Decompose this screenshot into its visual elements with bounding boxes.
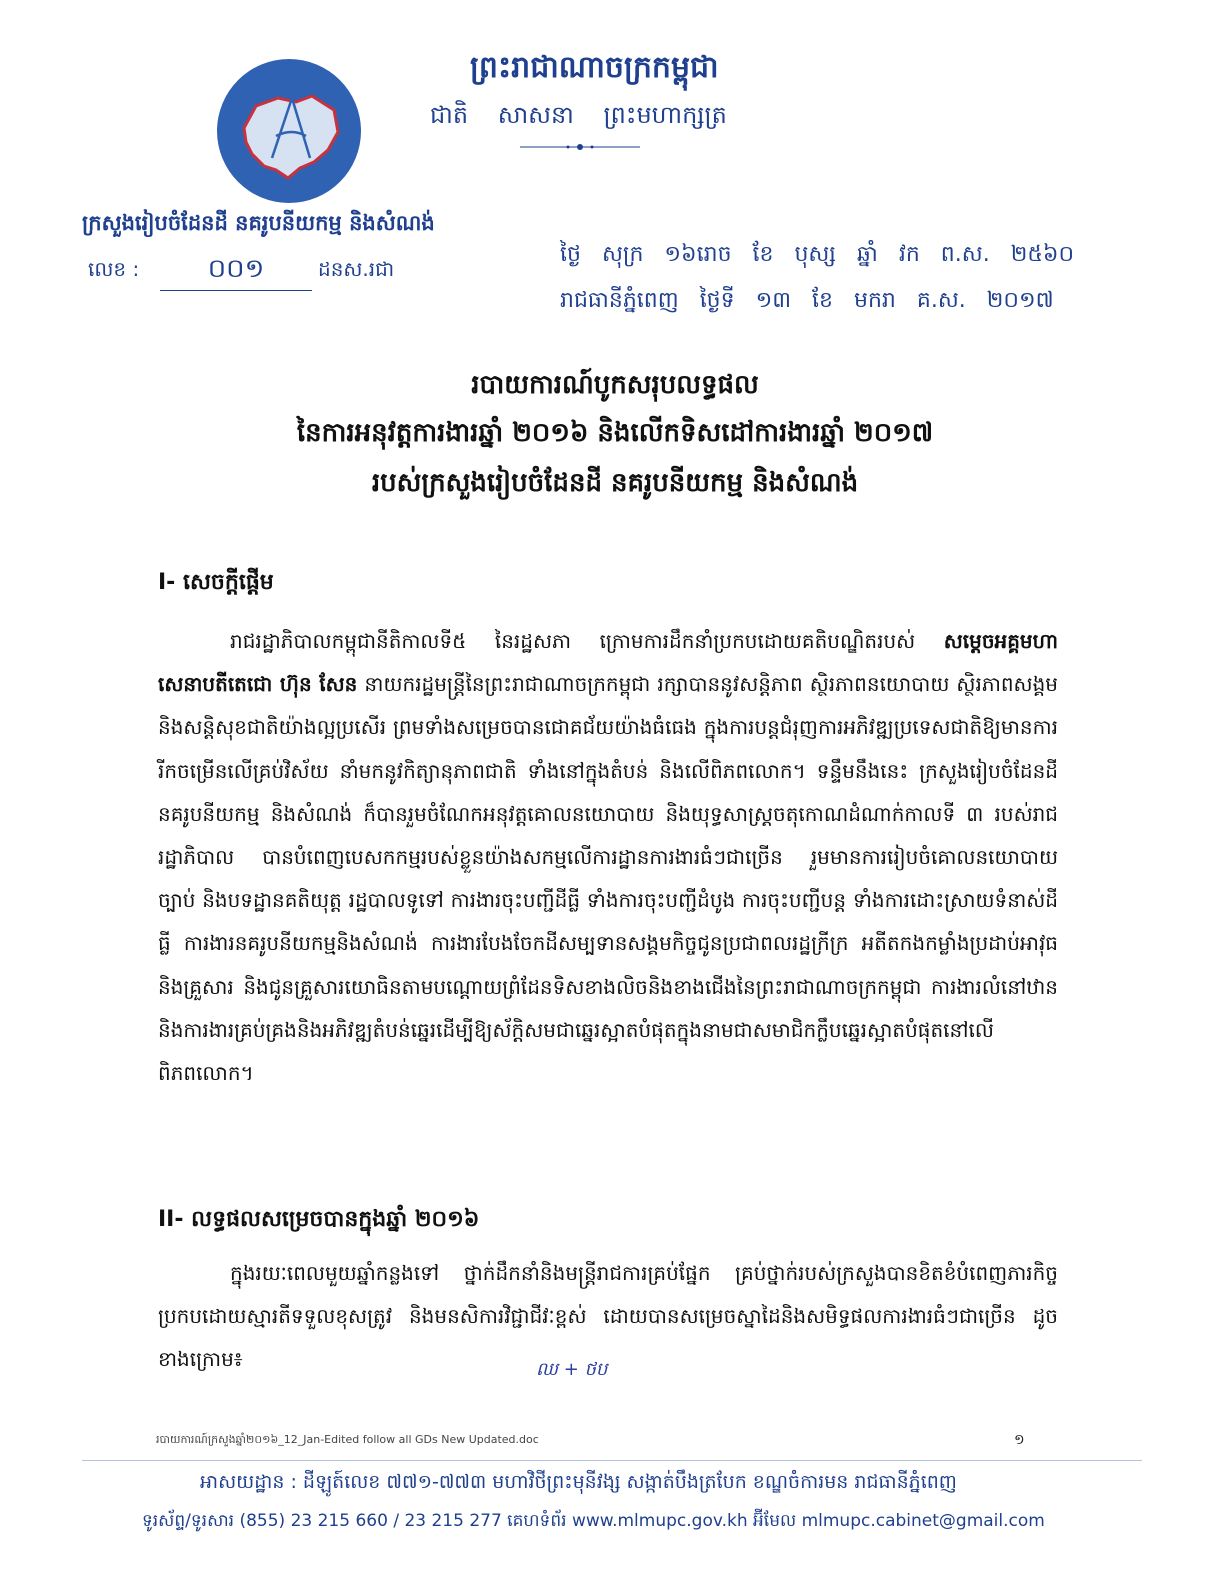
report-title-line-3: របស់ក្រសួងរៀបចំដែនដី នគរូបនីយកម្ម និងសំណង់	[371, 468, 859, 498]
reference-suffix: ដនស.រជា	[318, 257, 395, 281]
report-title-line-1: របាយការណ៍បូកសរុបលទ្ធផល	[471, 370, 759, 400]
national-motto: ជាតិ សាសនា ព្រះមហាក្សត្រ	[430, 101, 727, 129]
ministry-emblem-logo	[216, 58, 362, 204]
footer-address: អាសយដ្ឋាន : ដីឡូត៍លេខ ៧៧១-៧៧៣ មហាវិថីព្រះមុនីវង្ស សង្កាត់បឹងត្របែក ខណ្ឌចំការមន រាជធានីភ្នំពេញ	[200, 1471, 957, 1493]
reference-label: លេខ :	[88, 257, 140, 281]
report-title-line-2: នៃការអនុវត្តការងារឆ្នាំ ២០១៦ និងលើកទិសដៅការងារឆ្នាំ ២០១៧	[296, 418, 934, 448]
document-filename: របាយការណ៍ក្រសួងឆ្នាំ២០១៦_12_Jan-Edited follow all GDs New Updated.doc	[156, 1433, 539, 1446]
section-1-intro: រាជរដ្ឋាភិបាលកម្ពុជានីតិកាលទី៥ នៃរដ្ឋសភា ក្រោមការដឹកនាំប្រកបដោយគតិបណ្ឌិតរបស់	[230, 629, 944, 653]
footer-contact: ទូរស័ព្ទ/ទូរសារ (855) 23 215 660 / 23 215 277 គេហទំព័រ www.mlmupc.gov.kh អ៊ីមែល mlmupc.cabinet@gmail.com	[142, 1511, 1045, 1531]
page-number: ១	[1014, 1432, 1025, 1448]
section-2-heading: II- លទ្ធផលសម្រេចបានក្នុងឆ្នាំ ២០១៦	[158, 1207, 480, 1232]
lunar-date: ថ្ងៃ សុក្រ ១៦រោច ខែ បុស្ស ឆ្នាំ វក ព.ស. ២៥៦០	[560, 242, 1075, 267]
ministry-name: ក្រសួងរៀបចំដែនដី នគរូបនីយកម្ម និងសំណង់	[82, 211, 435, 235]
handwritten-annotation: ឈ + ថប	[536, 1359, 608, 1380]
solar-date: រាជធានីភ្នំពេញ ថ្ងៃទី ១៣ ខែ មករា គ.ស. ២០១៧	[560, 288, 1054, 313]
section-1-paragraph	[158, 620, 1058, 1095]
kingdom-title: ព្រះរាជាណាចក្រកម្ពុជា	[470, 50, 719, 85]
section-2-paragraph: ក្នុងរយៈពេលមួយឆ្នាំកន្លងទៅ ថ្នាក់ដឹកនាំនិងមន្ត្រីរាជការគ្រប់ផ្នែក គ្រប់ថ្នាក់របស់ក្រសួងបានខិតខំបំពេញភារកិច្ចប្រកបដោយស្មារតីទទួលខុសត្រូវ និងមនសិការវិជ្ជាជីវៈខ្ពស់ ដោយបានសម្រេចស្នាដៃនិងសមិទ្ធផលការងារធំៗជាច្រើន ដូចខាងក្រោម៖	[158, 1261, 1058, 1372]
ornament-divider-icon	[520, 142, 640, 152]
reference-number: ០០១	[160, 252, 312, 291]
section-1-heading: I- សេចក្តីផ្តើម	[158, 570, 274, 595]
section-1-body: នាយករដ្ឋមន្ត្រីនៃព្រះរាជាណាចក្រកម្ពុជា រក្សាបាននូវសន្តិភាព ស្ថិរភាពនយោបាយ ស្ថិរភាពសង្គម និងសន្តិសុខជាតិយ៉ាងល្អប្រសើរ ព្រមទាំងសម្រេចបានជោគជ័យយ៉ាងធំធេង ក្នុងការបន្តជំរុញការអភិវឌ្ឍប្រទេសជាតិឱ្យមានការរីកចម្រើនលើគ្រប់វិស័យ នាំមកនូវកិត្យានុភាពជាតិ ទាំងនៅក្នុងតំបន់ និងលើពិភពលោក។ ទន្ទឹមនឹងនេះ ក្រសួងរៀបចំដែនដី នគរូបនីយកម្ម និងសំណង់ ក៏បានរួមចំណែកអនុវត្តគោលនយោបាយ និងយុទ្ធសាស្ត្រចតុកោណដំណាក់កាលទី ៣ របស់រាជរដ្ឋាភិបាល បានបំពេញបេសកកម្មរបស់ខ្លួនយ៉ាងសកម្មលើការដ្ឋានការងារធំៗជាច្រើន រួមមានការរៀបចំគោលនយោបាយ ច្បាប់ និងបទដ្ឋានគតិយុត្ត រដ្ឋបាលទូទៅ ការងារចុះបញ្ជីដីធ្លី ទាំងការចុះបញ្ជីដំបូង ការចុះបញ្ជីបន្ត ទាំងការដោះស្រាយទំនាស់ដីធ្លី ការងារនគរូបនីយកម្មនិងសំណង់ ការងារបែងចែកដីសម្បទានសង្គមកិច្ចជូនប្រជាពលរដ្ឋក្រីក្រ អតីតកងកម្លាំងប្រដាប់អាវុធនិងគ្រួសារ និងជូនគ្រួសារយោធិនតាមបណ្តោយព្រំដែនទិសខាងលិចនិងខាងជើងនៃព្រះរាជាណាចក្រកម្ពុជា ការងារលំនៅឋាន និងការងារគ្រប់គ្រងនិងអភិវឌ្ឍតំបន់ឆ្នេរដើម្បីឱ្យស័ក្តិសមជាឆ្នេរស្អាតបំផុតក្នុងនាមជាសមាជិកក្លឹបឆ្នេរស្អាតបំផុតនៅលើពិភពលោក។	[158, 672, 1058, 1086]
footer-divider	[82, 1460, 1142, 1461]
section-1-bold-name: សម្តេចអគ្គមហាសេនាបតីតេជោ ហ៊ុន សែន	[158, 629, 1058, 697]
